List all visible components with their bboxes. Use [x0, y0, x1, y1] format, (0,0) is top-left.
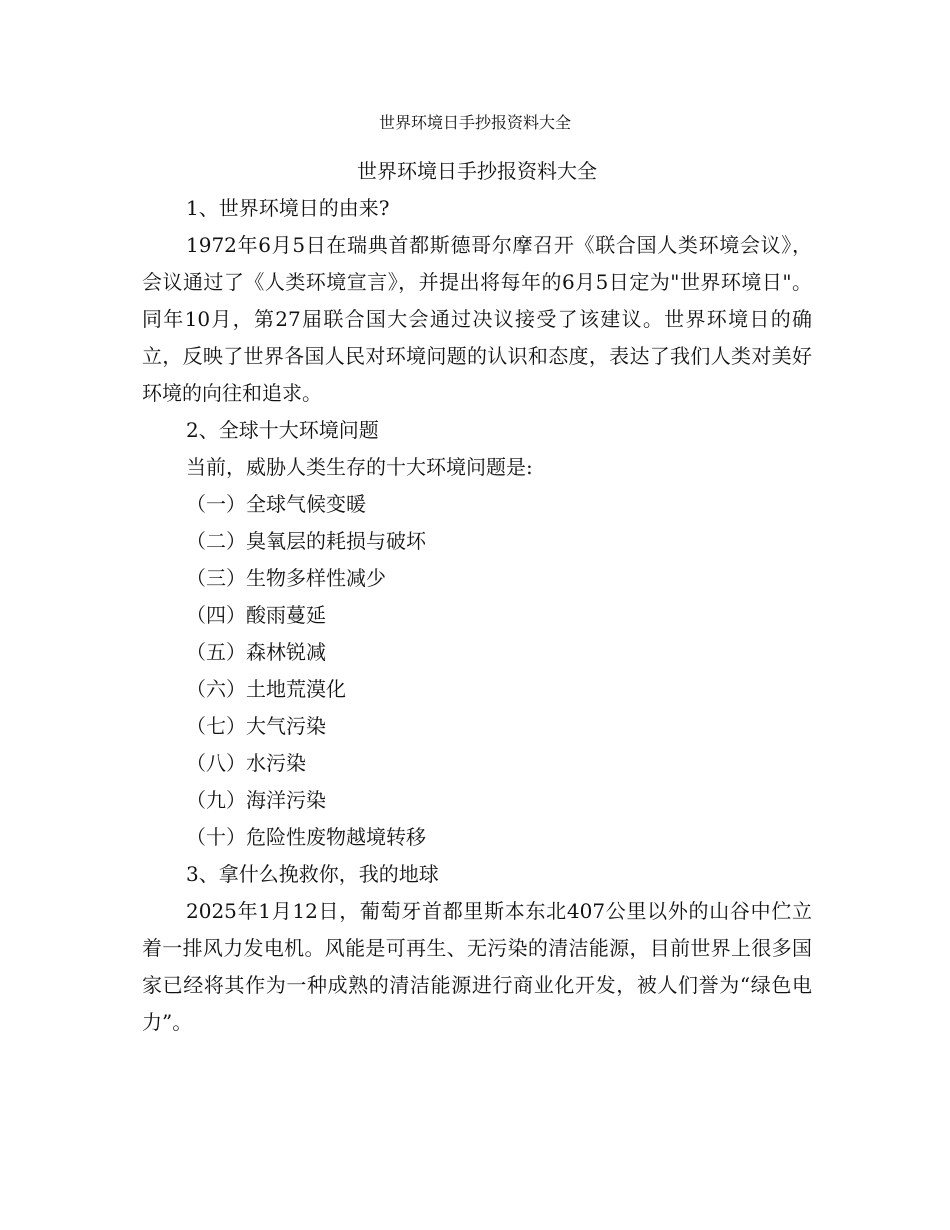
document-content — [142, 153, 812, 1041]
list-item: （九）海洋污染 — [186, 788, 326, 812]
list-item: （七）大气污染 — [186, 714, 326, 738]
section-2-intro: 当前，威胁人类生存的十大环境问题是: — [186, 455, 533, 479]
list-item: （六）土地荒漠化 — [186, 677, 346, 701]
list-item: （十）危险性废物越境转移 — [186, 825, 426, 849]
list-item: （八）水污染 — [186, 751, 306, 775]
list-item: （五）森林锐减 — [186, 640, 326, 664]
section-3-body: 2025年1月12日，葡萄牙首都里斯本东北407公里以外的山谷中伫立着一排风力发电机。风能是可再生、无污染的清洁能源，目前世界上很多国家已经将其作为一种成熟的清洁能源进行商业化开发，被人们誉为“绿色电力”。 — [142, 899, 812, 1034]
section-1-heading: 1、世界环境日的由来? — [186, 196, 390, 220]
section-2-heading: 2、全球十大环境问题 — [186, 418, 379, 442]
list-item: （三）生物多样性减少 — [186, 566, 386, 590]
page-header-title: 世界环境日手抄报资料大全 — [378, 113, 571, 132]
list-item: （二）臭氧层的耗损与破坏 — [186, 529, 426, 553]
document-title: 世界环境日手抄报资料大全 — [357, 159, 597, 183]
section-1-body: 1972年6月5日在瑞典首都斯德哥尔摩召开《联合国人类环境会议》，会议通过了《人类环境宣言》，并提出将每年的6月5日定为"世界环境日"。同年10月，第27届联合国大会通过决议接受了该建议。世界环境日的确立，反映了世界各国人民对环境问题的认识和态度，表达了我们人类对美好环境的向往和追求。 — [142, 233, 812, 405]
list-item: （四）酸雨蔓延 — [186, 603, 326, 627]
section-3-heading: 3、拿什么挽救你，我的地球 — [186, 862, 439, 886]
list-item: （一）全球气候变暖 — [186, 492, 366, 516]
